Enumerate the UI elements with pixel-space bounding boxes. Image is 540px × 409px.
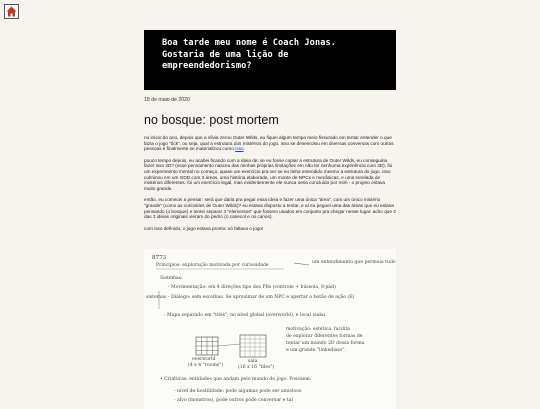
post-date: 18 de maio de 2020 <box>144 97 190 103</box>
home-icon <box>5 5 18 18</box>
notes-side-note: um entendimento que permeia tudo <box>312 260 396 265</box>
notes-hostilidade: - nível de hostilidade: pode algumas pode ser amistoso <box>174 389 302 394</box>
notes-sala-dim: (16 x 16 "tiles") <box>238 365 275 370</box>
banner-line-1: Boa tarde meu nome é Coach Jonas. <box>162 38 337 48</box>
notes-overworld: overworld <box>192 357 216 362</box>
notes-overworld-dim: (4 x 4 "rooms") <box>188 363 224 368</box>
notes-alvo: - alvo (monstros), pode outros pode conversar e tal <box>174 398 293 403</box>
notes-sistemas: Sistemas: <box>160 276 183 281</box>
banner-line-3: empreendedorismo? <box>162 61 252 71</box>
handwritten-notes-image <box>144 249 396 409</box>
post-title: no bosque: post mortem <box>144 113 279 127</box>
notes-motivacao: motivação: estética, facilita <box>286 327 351 332</box>
notes-motivacao-2: de explorar diferentes formas de <box>286 334 363 339</box>
site-banner <box>144 30 396 90</box>
notes-criaturas: • Criaturas: entidades que andam pelo mundo do jogo. Possuem: <box>160 377 312 382</box>
notes-mapa: - Mapa separado em "tiles"; no nível global (overworld), e local (sala). <box>164 313 327 318</box>
banner-line-2: Gostaria de uma lição de <box>162 49 289 60</box>
paragraph-1-text: no início do ano, depois que a sílvia zerou Outer Wilds, eu fiquei algum tempo meio fissurado em tentar entender o que fazia o jogo "tick", ou seja, qual a estrutura dos mistérios do jogo. isso se desenrolou em diversas conversas com outras pessoas e finalmente se materializou como <box>144 135 394 152</box>
home-button[interactable] <box>4 4 19 19</box>
post-paragraph-1 <box>144 135 396 152</box>
notes-movimentacao: - Movimentação: em 4 direções tipo dos PBs (controle + bússola, 8-pad) <box>168 285 336 290</box>
paragraph-1-end: . <box>243 146 245 152</box>
notes-motivacao-3: tentar um mundo 2D dessa forma <box>286 341 365 346</box>
notes-principios: Princípios: exploração motivada por curiosidade <box>156 263 269 268</box>
notes-dialogo: - Diálogo: sem escolhas. Se aproximar de um NPC e apertar o botão de ação (E) <box>168 295 355 300</box>
post-content <box>144 97 396 237</box>
notes-sistemas-side: sistemas <box>146 295 167 300</box>
post-paragraph-4: com isso definido, o jogo estava pronto. só faltava o jogo! <box>144 225 264 231</box>
post-paragraph-3: então, eu comecei a pensar: será que daria pra pegar essa ideia e fazer uma única "área", com um único mistério "grande" (como as curiosities de Outer Wilds)? eu estava disposto a tentar, e aí eu peguei uma das áreas que eu estava pensando (o bosque) e tentei separar 3 "elementos" que fossem usados em conjunto pra chegar nesse lugar. acho que 2 das 3 ideias originais vieram do pedro (o canecol e os canos). <box>144 197 396 220</box>
notes-sketch-lines <box>144 249 396 409</box>
notes-heading: 8773 <box>152 255 167 261</box>
notes-motivacao-4: e um grande "linkedisso". <box>286 348 346 353</box>
post-paragraph-2: pouco tempo depois, eu acabei ficando com a ideia de: se eu fosse copiar a estrutura de Outer Wilds, eu conseguiria fazer isso 2D? (esse pensamento nasceu das minhas próprias limitações em não ter nenhuma experiência com 3D). foi um experimento mental no começo, quase um exercício pra ver se eu tinha entendido mesmo a estrutura do jogo. isso culminou em um GDD com 3 áreas, uma história elaborada, um monte de NPCs e mecânicas, e uma tonelada de mistérios diferentes. foi um exercício legal, mas evidentemente ele nunca seria concluído por mim - o projeto estava muito grande. <box>144 157 393 192</box>
notes-sala: sala <box>248 359 258 364</box>
isso-link[interactable]: isso <box>235 146 244 152</box>
